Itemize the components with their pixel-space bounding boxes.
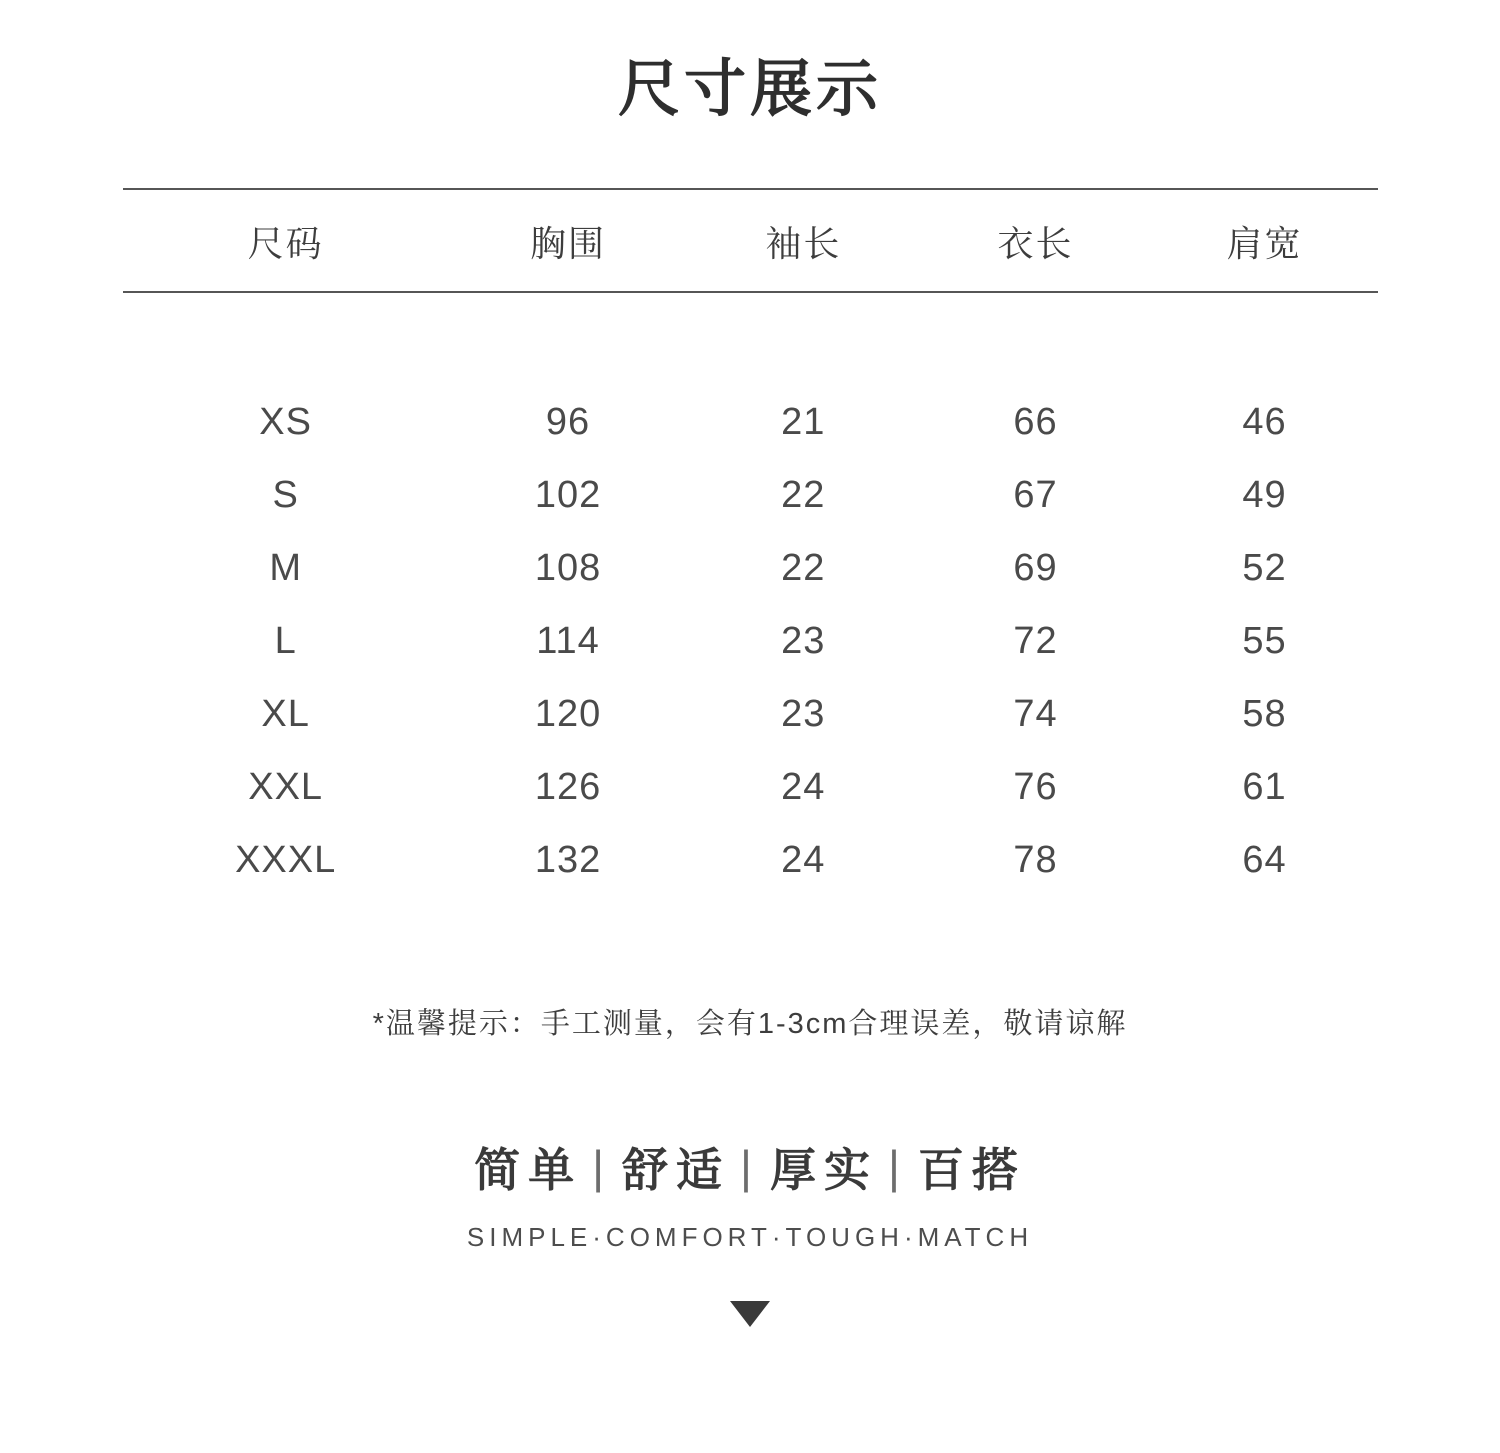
cell-size: XXXL	[235, 839, 337, 882]
table-row	[123, 292, 1378, 459]
size-table	[123, 188, 1378, 897]
table-header	[123, 189, 1378, 292]
cell-sleeve: 22	[781, 474, 826, 517]
cell-bust: 102	[534, 474, 602, 517]
table-row	[123, 678, 1378, 751]
cell-bust: 108	[534, 547, 602, 590]
slogan-separator: |	[592, 1141, 613, 1194]
column-header-shoulder: 肩宽	[1226, 223, 1303, 265]
page-title: 尺寸展示	[617, 55, 882, 124]
cell-shoulder: 49	[1242, 474, 1287, 517]
cell-shoulder: 64	[1242, 839, 1287, 882]
cell-bust: 126	[534, 766, 602, 809]
cell-shoulder: 61	[1242, 766, 1287, 809]
cell-length: 66	[1013, 401, 1058, 444]
cell-shoulder: 46	[1242, 401, 1287, 444]
cell-size: L	[274, 620, 297, 663]
cell-sleeve: 21	[781, 401, 826, 444]
slogan-word-3: 厚实	[769, 1144, 878, 1197]
cell-bust: 132	[534, 839, 602, 882]
slogan-english: SIMPLE·COMFORT·TOUGH·MATCH	[466, 1222, 1034, 1253]
cell-length: 67	[1013, 474, 1058, 517]
cell-shoulder: 52	[1242, 547, 1287, 590]
cell-length: 72	[1013, 620, 1058, 663]
slogan-chinese	[474, 1134, 1026, 1200]
table-row	[123, 824, 1378, 897]
cell-size: XL	[261, 693, 310, 736]
cell-sleeve: 24	[781, 766, 826, 809]
measurement-note: *温馨提示：手工测量，会有1-3cm合理误差，敬请谅解	[372, 1008, 1128, 1041]
cell-shoulder: 55	[1242, 620, 1287, 663]
cell-bust: 114	[536, 620, 600, 663]
cell-sleeve: 24	[781, 839, 826, 882]
table-row	[123, 605, 1378, 678]
column-header-sleeve: 袖长	[765, 223, 842, 265]
table-row	[123, 532, 1378, 605]
cell-bust: 96	[545, 401, 591, 444]
cell-size: XXL	[248, 766, 324, 809]
cell-shoulder: 58	[1242, 693, 1287, 736]
cell-size: S	[272, 474, 299, 517]
slogan-word-2: 舒适	[622, 1144, 731, 1197]
cell-size: M	[269, 547, 302, 590]
column-header-length: 衣长	[997, 223, 1074, 265]
table-row	[123, 751, 1378, 824]
cell-sleeve: 23	[781, 620, 826, 663]
slogan-separator: |	[740, 1141, 760, 1194]
cell-size: XS	[259, 401, 312, 444]
cell-length: 74	[1013, 693, 1058, 736]
slogan-word-4: 百搭	[917, 1144, 1026, 1197]
chevron-down-icon	[730, 1301, 770, 1327]
table-row	[123, 459, 1378, 532]
cell-bust: 120	[534, 693, 602, 736]
table-body	[123, 292, 1378, 897]
slogan-word-1: 简单	[474, 1144, 583, 1197]
column-header-size: 尺码	[247, 223, 324, 265]
cell-sleeve: 23	[781, 693, 826, 736]
cell-length: 78	[1013, 839, 1058, 882]
table-header-row	[123, 189, 1378, 292]
cell-length: 76	[1013, 766, 1058, 809]
cell-sleeve: 22	[781, 547, 826, 590]
column-header-bust: 胸围	[530, 223, 607, 265]
slogan-separator: |	[887, 1141, 908, 1194]
cell-length: 69	[1013, 547, 1058, 590]
